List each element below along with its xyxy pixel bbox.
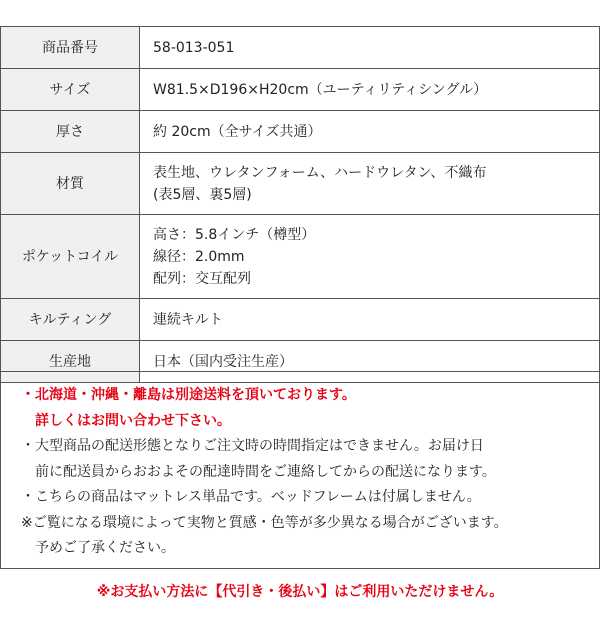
spec-row-quilting <box>1 299 600 341</box>
spec-value <box>140 299 600 341</box>
spec-value-line: 表生地、ウレタンフォーム、ハードウレタン、不織布 <box>153 164 487 181</box>
spec-value-line: 高さ：5.8インチ（樽型） <box>153 226 316 243</box>
spec-label: サイズ <box>1 69 140 111</box>
appearance-note: ※ご覧になる環境によって実物と質感・色等が多少異なる場合がございます。 <box>21 515 508 531</box>
spec-label: 厚さ <box>1 111 140 153</box>
payment-notice: ※お支払い方法に【代引き・後払い】はご利用いただけません。 <box>96 584 504 600</box>
spec-value-line: 約 20cm（全サイズ共通） <box>153 123 322 140</box>
notes-box <box>0 371 600 569</box>
spec-value-line: 線径：2.0mm <box>153 248 245 265</box>
spec-value <box>140 153 600 215</box>
spec-row-material <box>1 153 600 215</box>
spec-value-line: 日本（国内受注生産） <box>153 353 293 370</box>
spec-value-line: 連続キルト <box>153 311 223 328</box>
spec-value <box>140 27 600 69</box>
spec-label: 商品番号 <box>1 27 140 69</box>
appearance-note-detail: 予めご了承ください。 <box>21 540 175 556</box>
spec-value <box>140 69 600 111</box>
shipping-note-detail: 詳しくはお問い合わせ下さい。 <box>21 413 231 429</box>
delivery-note: ・大型商品の配送形態となりご注文時の時間指定はできません。お届け日 <box>21 438 484 454</box>
delivery-note-detail: 前に配送員からおおよその配達時間をご連絡してからの配送になります。 <box>21 464 496 480</box>
spec-row-product-number <box>1 27 600 69</box>
spec-row-size <box>1 69 600 111</box>
product-note: ・こちらの商品はマットレス単品です。ベッドフレームは付属しません。 <box>21 489 481 505</box>
spec-value <box>140 215 600 299</box>
spec-label: ポケットコイル <box>1 215 140 299</box>
spec-value-line: W81.5×D196×H20cm（ユーティリティシングル） <box>153 81 488 98</box>
spec-value-line: 配列：交互配列 <box>153 270 251 287</box>
spec-row-thickness <box>1 111 600 153</box>
spec-label: 生産地 <box>1 341 140 383</box>
spec-table <box>0 26 600 383</box>
shipping-note: ・北海道・沖縄・離島は別途送料を頂いております。 <box>21 387 356 403</box>
spec-label: キルティング <box>1 299 140 341</box>
spec-value <box>140 111 600 153</box>
spec-label: 材質 <box>1 153 140 215</box>
spec-row-pocket-coil <box>1 215 600 299</box>
spec-value-line: 58-013-051 <box>153 39 235 56</box>
spec-value-line: (表5層、裏5層) <box>153 186 252 203</box>
